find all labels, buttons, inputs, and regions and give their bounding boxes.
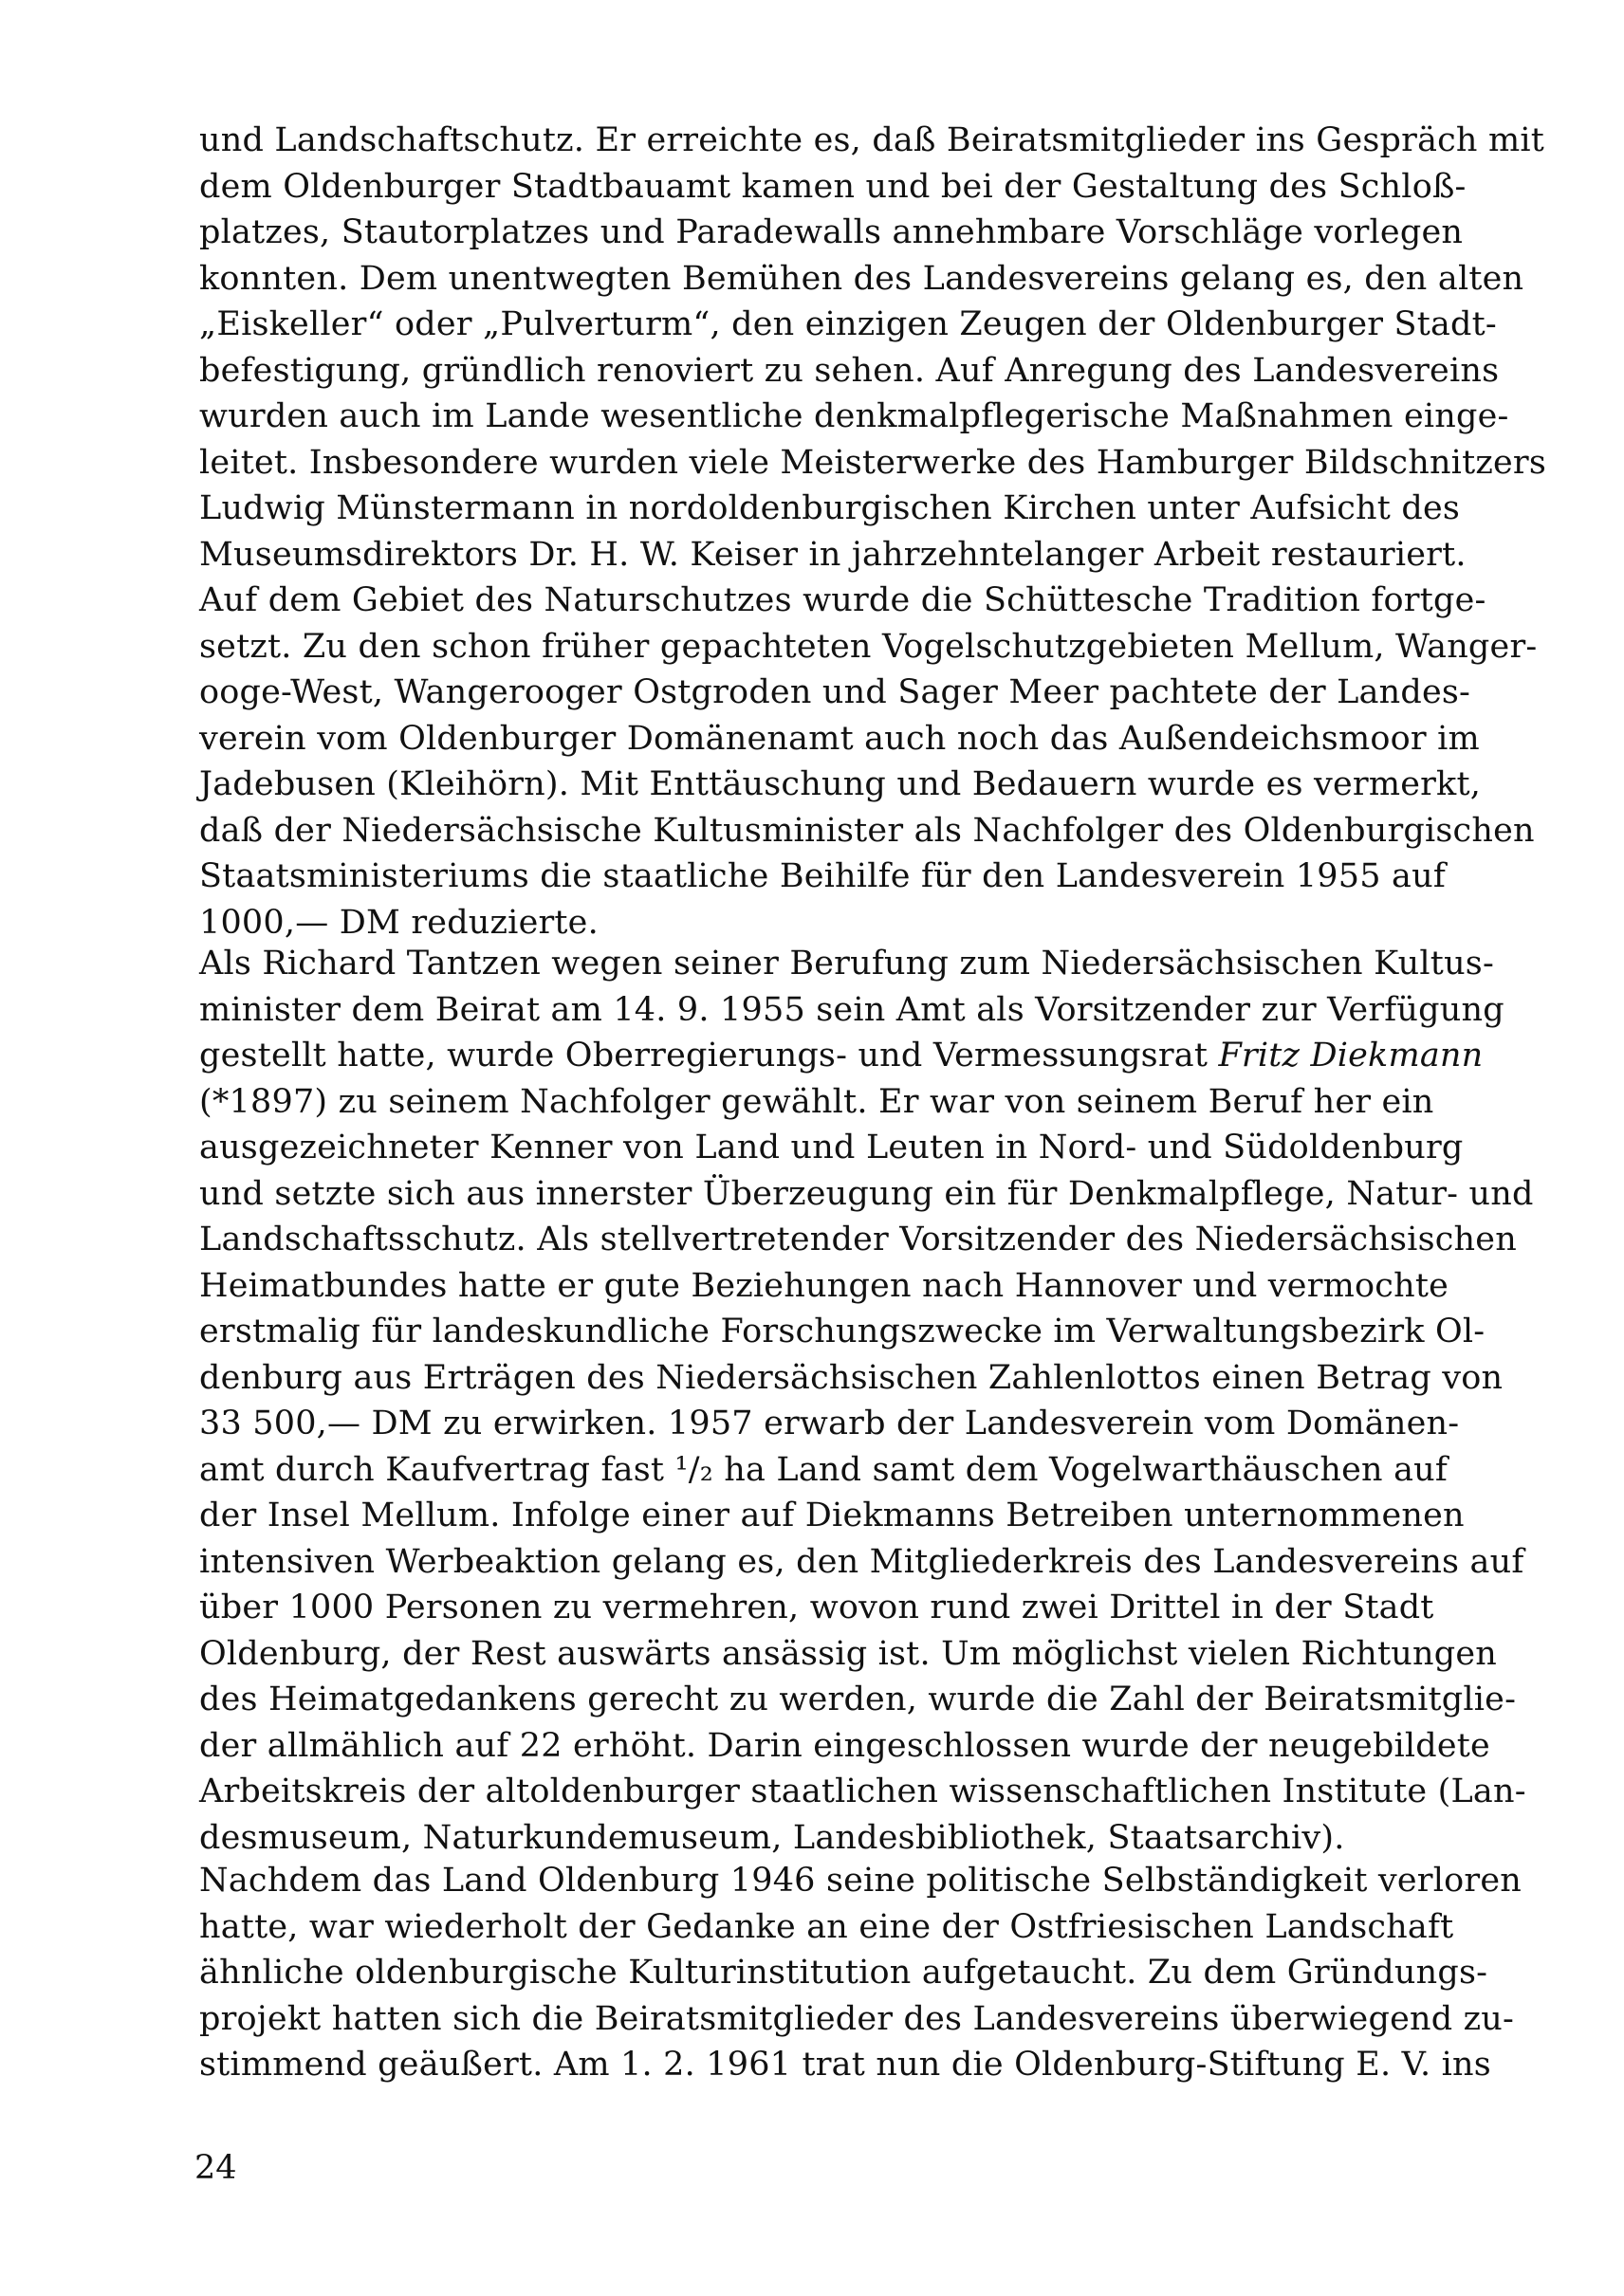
text-line: der Insel Mellum. Infolge einer auf Diekmanns Betreiben unternommenen — [199, 1497, 1465, 1534]
person-name: Fritz Diekmann — [1218, 1037, 1484, 1075]
text-line: verein vom Oldenburger Domänenamt auch noch das Außendeichsmoor im — [199, 719, 1480, 758]
text-line: ooge-West, Wangerooger Ostgroden und Sager Meer pachtete der Landes- — [199, 673, 1471, 711]
text-line: hatte, war wiederholt der Gedanke an eine der Ostfriesischen Landschaft — [199, 1907, 1454, 1946]
text-line: und Landschaftschutz. Er erreichte es, daß Beiratsmitglieder ins Gespräch mit — [199, 121, 1545, 159]
text-line: Als Richard Tantzen wegen seiner Berufung zum Niedersächsischen Kultus- — [199, 945, 1494, 983]
text-line: Heimatbundes hatte er gute Beziehungen nach Hannover und vermochte — [199, 1266, 1449, 1305]
text-line: intensiven Werbeaktion gelang es, den Mitgliederkreis des Landesvereins auf — [199, 1542, 1524, 1581]
text-line: ähnliche oldenburgische Kulturinstitution aufgetaucht. Zu dem Gründungs- — [199, 1954, 1488, 1992]
text-line: „Eiskeller“ oder „Pulverturm“, den einzigen Zeugen der Oldenburger Stadt- — [199, 305, 1497, 343]
text-line: (*1897) zu seinem Nachfolger gewählt. Er war von seinem Beruf her ein — [199, 1082, 1434, 1121]
text-line: des Heimatgedankens gerecht zu werden, wurde die Zahl der Beiratsmitglie- — [199, 1681, 1517, 1718]
text-line: daß der Niedersächsische Kultusminister als Nachfolger des Oldenburgischen — [199, 811, 1535, 850]
text-segment: gestellt hatte, wurde Oberregierungs- und Vermessungsrat — [199, 1037, 1209, 1075]
text-line: amt durch Kaufvertrag fast ¹/₂ ha Land samt dem Vogelwarthäuschen auf — [199, 1450, 1449, 1489]
text-line: wurden auch im Lande wesentliche denkmalpflegerische Maßnahmen einge- — [199, 397, 1509, 435]
text-line: 33 500,— DM zu erwirken. 1957 erwarb der Landesverein vom Domänen- — [199, 1405, 1460, 1442]
text-line: befestigung, gründlich renoviert zu sehen. Auf Anregung des Landesvereins — [199, 351, 1500, 390]
text-line: 1000,— DM reduzierte. — [199, 903, 599, 942]
text-line: Nachdem das Land Oldenburg 1946 seine politische Selbständigkeit verloren — [199, 1862, 1522, 1900]
text-line: projekt hatten sich die Beiratsmitglieder des Landesvereins überwiegend zu- — [199, 1999, 1515, 2038]
paragraph-2 — [199, 941, 1534, 1861]
text-line: denburg aus Erträgen des Niedersächsischen Zahlenlottos einen Betrag von — [199, 1358, 1504, 1397]
text-line: konnten. Dem unentwegten Bemühen des Landesvereins gelang es, den alten — [199, 259, 1524, 298]
text-line: stimmend geäußert. Am 1. 2. 1961 trat nun die Oldenburg-Stiftung E. V. ins — [199, 2046, 1491, 2084]
text-line: Arbeitskreis der altoldenburger staatlichen wissenschaftlichen Institute (Lan- — [199, 1773, 1526, 1810]
text-line: ausgezeichneter Kenner von Land und Leuten in Nord- und Südoldenburg — [199, 1129, 1464, 1166]
text-line: leitet. Insbesondere wurden viele Meisterwerke des Hamburger Bildschnitzers — [199, 443, 1546, 482]
text-line: dem Oldenburger Stadtbauamt kamen und bei der Gestaltung des Schloß- — [199, 167, 1467, 206]
paragraph-1 — [199, 118, 1546, 946]
text-line: setzt. Zu den schon früher gepachteten Vogelschutzgebieten Mellum, Wanger- — [199, 627, 1538, 666]
text-line: Oldenburg, der Rest auswärts ansässig ist. Um möglichst vielen Richtungen — [199, 1634, 1498, 1673]
text-line — [199, 1033, 1484, 1079]
text-line: über 1000 Personen zu vermehren, wovon rund zwei Drittel in der Stadt — [199, 1589, 1434, 1626]
text-line: Museumsdirektors Dr. H. W. Keiser in jahrzehntelanger Arbeit restauriert. — [199, 535, 1467, 574]
text-line: Ludwig Münstermann in nordoldenburgischen Kirchen unter Aufsicht des — [199, 489, 1461, 527]
text-line: der allmählich auf 22 erhöht. Darin eingeschlossen wurde der neugebildete — [199, 1726, 1490, 1765]
text-line: minister dem Beirat am 14. 9. 1955 sein Amt als Vorsitzender zur Verfügung — [199, 990, 1504, 1029]
text-line: platzes, Stautorplatzes und Paradewalls annehmbare Vorschläge vorlegen — [199, 213, 1464, 251]
text-line: Jadebusen (Kleihörn). Mit Enttäuschung und Bedauern wurde es vermerkt, — [199, 765, 1482, 803]
text-line: Staatsministeriums die staatliche Beihilfe für den Landesverein 1955 auf — [199, 857, 1446, 895]
text-line: desmuseum, Naturkundemuseum, Landesbibliothek, Staatsarchiv). — [199, 1818, 1345, 1857]
page-number: 24 — [194, 2149, 237, 2187]
text-line: Auf dem Gebiet des Naturschutzes wurde die Schüttesche Tradition fortge- — [199, 581, 1486, 619]
paragraph-3 — [199, 1858, 1522, 2088]
text-line: Landschaftsschutz. Als stellvertretender Vorsitzender des Niedersächsischen — [199, 1221, 1517, 1258]
text-line: und setzte sich aus innerster Überzeugung ein für Denkmalpflege, Natur- und — [199, 1174, 1534, 1213]
text-line: erstmalig für landeskundliche Forschungszwecke im Verwaltungsbezirk Ol- — [199, 1313, 1486, 1350]
